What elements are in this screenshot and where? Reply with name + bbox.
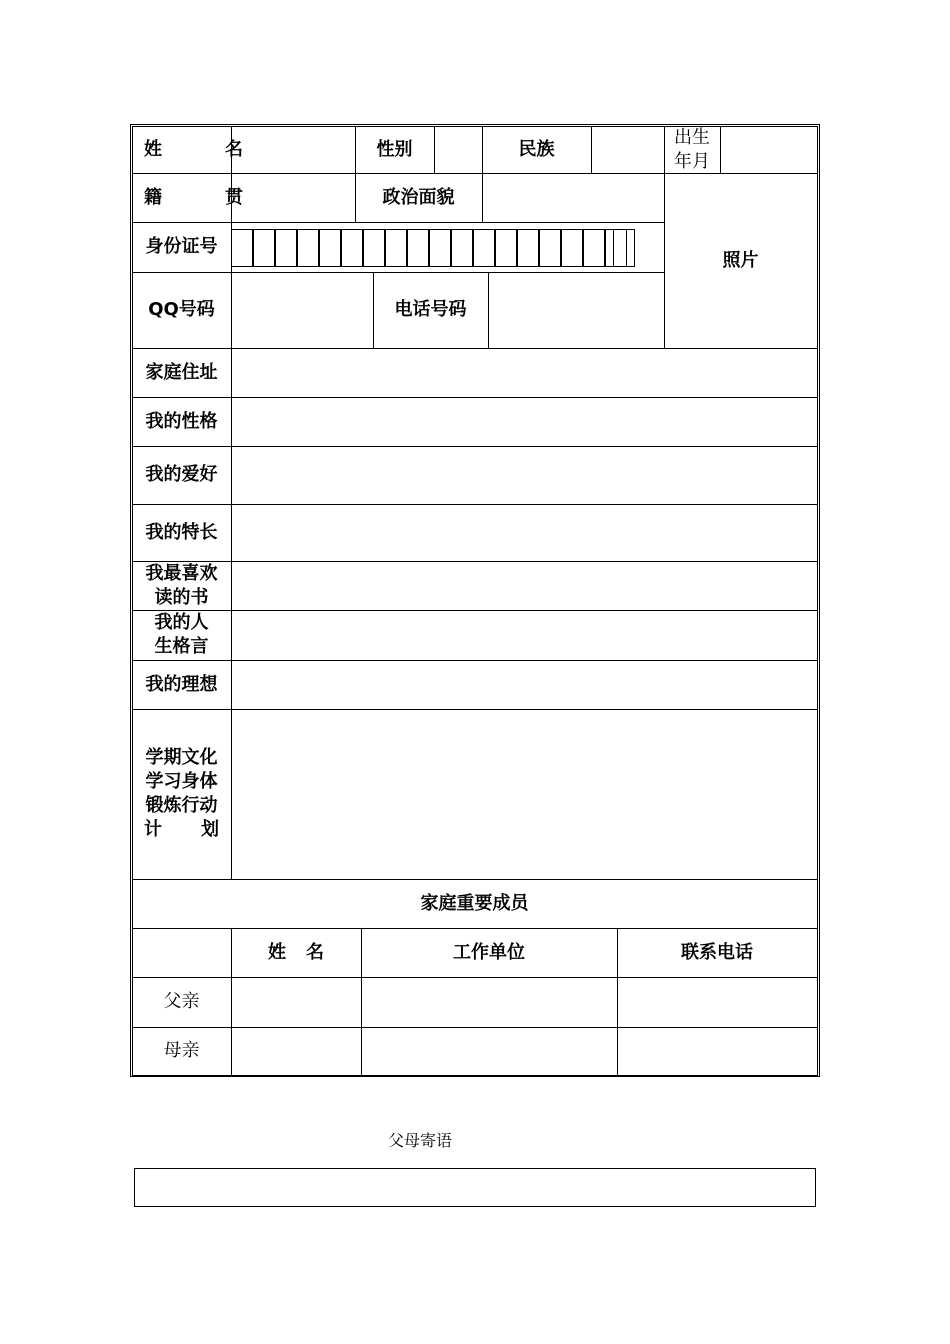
- col-line: [817, 126, 818, 1076]
- col-line: [720, 126, 721, 173]
- id-digit-box[interactable]: [407, 229, 429, 267]
- row-line: [132, 1075, 818, 1076]
- row-line: [132, 1027, 818, 1028]
- id-digit-box[interactable]: [583, 229, 605, 267]
- id-digit-box[interactable]: [385, 229, 407, 267]
- id-digit-box[interactable]: [275, 229, 297, 267]
- address-label: 家庭住址: [145, 361, 218, 383]
- mother-label: 母亲: [163, 1040, 200, 1061]
- father-label: 父亲: [163, 991, 200, 1012]
- id-digit-box[interactable]: [341, 229, 363, 267]
- id-digit-box[interactable]: [561, 229, 583, 267]
- qq-label: QQ号码: [148, 299, 215, 320]
- id-digit-box[interactable]: [613, 229, 635, 267]
- family-name-header: 姓 名: [268, 941, 324, 963]
- row-line: [132, 561, 818, 562]
- hobby-label: 我的爱好: [145, 464, 218, 485]
- id-digit-box[interactable]: [297, 229, 319, 267]
- name-label: 姓 名: [144, 138, 243, 160]
- personality-label: 我的性格: [145, 410, 218, 432]
- id-digit-box[interactable]: [253, 229, 275, 267]
- id-number-label: 身份证号: [145, 236, 218, 257]
- row-line: [132, 504, 818, 505]
- id-digit-box[interactable]: [363, 229, 385, 267]
- semester-plan-label: 学期文化 学习身体 锻炼行动 计 划: [144, 747, 219, 840]
- col-line: [591, 126, 592, 173]
- id-digit-box[interactable]: [473, 229, 495, 267]
- parents-message-box[interactable]: [134, 1168, 816, 1207]
- parents-message-title: 父母寄语: [388, 1131, 453, 1150]
- favorite-book-label: 我最喜欢 读的书: [145, 562, 218, 608]
- ideal-label: 我的理想: [145, 673, 218, 695]
- political-status-label: 政治面貌: [382, 186, 455, 208]
- motto-label: 我的人 生格言: [154, 612, 209, 657]
- row-line: [132, 446, 818, 447]
- specialty-label: 我的特长: [145, 521, 218, 543]
- id-digit-box[interactable]: [319, 229, 341, 267]
- row-line: [132, 348, 818, 349]
- gender-label: 性别: [376, 138, 413, 160]
- col-line: [488, 272, 489, 348]
- photo-label: 照片: [722, 249, 759, 271]
- row-line: [132, 709, 818, 710]
- id-digit-box[interactable]: [539, 229, 561, 267]
- col-line: [434, 126, 435, 173]
- row-line: [132, 977, 818, 978]
- phone-label: 电话号码: [394, 299, 467, 320]
- family-members-title: 家庭重要成员: [420, 892, 529, 914]
- hometown-label: 籍 贯: [144, 186, 243, 208]
- birth-date-label: 出生 年月: [674, 126, 710, 172]
- family-phone-header: 联系电话: [681, 941, 753, 963]
- id-digit-box[interactable]: [517, 229, 539, 267]
- row-line: [132, 610, 818, 611]
- id-digit-box[interactable]: [429, 229, 451, 267]
- id-digit-box[interactable]: [451, 229, 473, 267]
- row-line: [132, 397, 818, 398]
- id-digit-box[interactable]: [231, 229, 253, 267]
- id-digit-box[interactable]: [495, 229, 517, 267]
- ethnicity-label: 民族: [518, 138, 555, 160]
- family-work-header: 工作单位: [453, 941, 525, 963]
- row-line: [132, 660, 818, 661]
